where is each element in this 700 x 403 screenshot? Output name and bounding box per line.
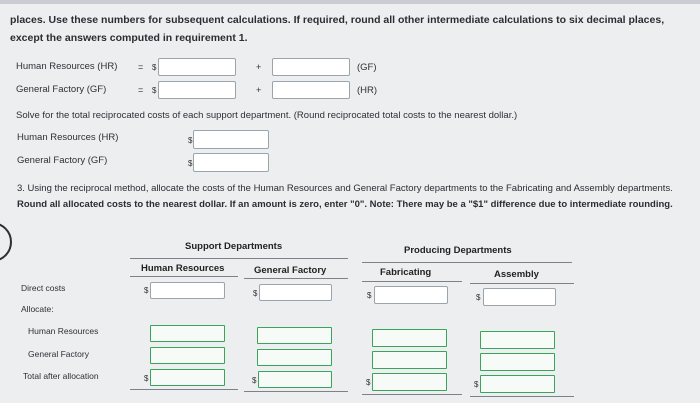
currency-symbol: $ [366,378,371,387]
currency-symbol: $ [476,293,481,302]
allocate-hr-from-hr-input[interactable] [150,325,225,342]
direct-costs-fab-input[interactable] [374,286,448,304]
allocate-hr-to-asm-input[interactable] [480,331,555,349]
requirement-3-text [17,181,697,213]
gf-base-input[interactable] [158,81,236,99]
col-general-factory: General Factory [254,265,327,276]
reciprocated-hr-input[interactable] [193,130,269,149]
currency-symbol: $ [474,380,479,389]
currency-symbol: $ [367,291,372,300]
currency-symbol: $ [252,376,257,385]
gf-hr-share-input[interactable] [272,81,350,99]
currency-symbol: $ [188,136,193,145]
row-general-factory: General Factory [28,349,89,359]
col-rule [244,278,348,279]
total-rule [130,389,238,390]
currency-symbol: $ [144,374,149,383]
equation-hr-suffix: (GF) [357,62,377,73]
col-fabricating: Fabricating [380,267,432,278]
row-human-resources: Human Resources [28,326,99,336]
total-asm-input[interactable] [480,375,555,393]
col-rule [470,283,574,284]
total-hr-input[interactable] [150,369,225,386]
total-fab-input[interactable] [372,373,447,391]
allocate-gf-to-asm-input[interactable] [480,353,555,371]
page-curl-arc [0,222,12,262]
equation-hr-label: Human Resources (HR) [16,61,118,72]
row-allocate: Allocate: [21,304,54,314]
currency-symbol: $ [152,63,157,72]
top-border [0,0,700,4]
hr-gf-share-input[interactable] [272,58,350,76]
allocate-gf-from-gf-input[interactable] [257,349,332,366]
reciprocated-gf-input[interactable] [193,153,269,172]
solve-instructions: Solve for the total reciprocated costs of each support department. (Round reciprocated total costs to the nearest dollar.) [16,110,518,121]
reciprocated-hr-label: Human Resources (HR) [17,132,119,143]
allocate-gf-to-hr-input[interactable] [150,347,225,364]
col-assembly: Assembly [494,269,539,280]
currency-symbol: $ [188,159,193,168]
producing-departments-header: Producing Departments [404,245,512,256]
support-header-rule [130,258,348,259]
equals-sign: = [138,62,144,72]
allocate-gf-to-fab-input[interactable] [372,351,447,369]
hr-base-input[interactable] [158,58,236,76]
reciprocated-gf-label: General Factory (GF) [17,155,108,166]
requirement-3-note: Round all allocated costs to the nearest dollar. If an amount is zero, enter "0". Note: There may be a "$1" difference due to intermediate rounding. [17,199,673,210]
direct-costs-hr-input[interactable] [150,282,225,299]
plus-sign: + [256,85,262,95]
producing-header-rule [362,262,572,263]
plus-sign: + [256,62,262,72]
col-rule [362,281,462,282]
total-rule [362,394,462,395]
requirement-3-question: 3. Using the reciprocal method, allocate the costs of the Human Resources and General Factory departments to the Fabricating and Assembly departments. [17,183,673,194]
currency-symbol: $ [152,86,157,95]
direct-costs-gf-input[interactable] [259,284,332,301]
col-human-resources: Human Resources [141,263,225,274]
col-rule [130,276,238,277]
equals-sign: = [138,85,144,95]
currency-symbol: $ [253,289,258,298]
instructions-intro: places. Use these numbers for subsequent calculations. If required, round all other intermediate calculations to six decimal places, except the answers computed in requirement 1. [10,14,665,44]
equation-gf-suffix: (HR) [357,85,378,96]
equation-gf-label: General Factory (GF) [16,84,107,95]
total-gf-input[interactable] [258,371,332,388]
support-departments-header: Support Departments [185,241,283,252]
allocate-hr-to-fab-input[interactable] [372,329,447,347]
total-rule [244,391,348,392]
total-rule [470,396,574,397]
allocate-hr-to-gf-input[interactable] [257,327,332,344]
row-direct-costs: Direct costs [21,283,66,293]
currency-symbol: $ [144,286,149,295]
direct-costs-asm-input[interactable] [483,288,556,306]
row-total-after-allocation: Total after allocation [23,371,99,381]
